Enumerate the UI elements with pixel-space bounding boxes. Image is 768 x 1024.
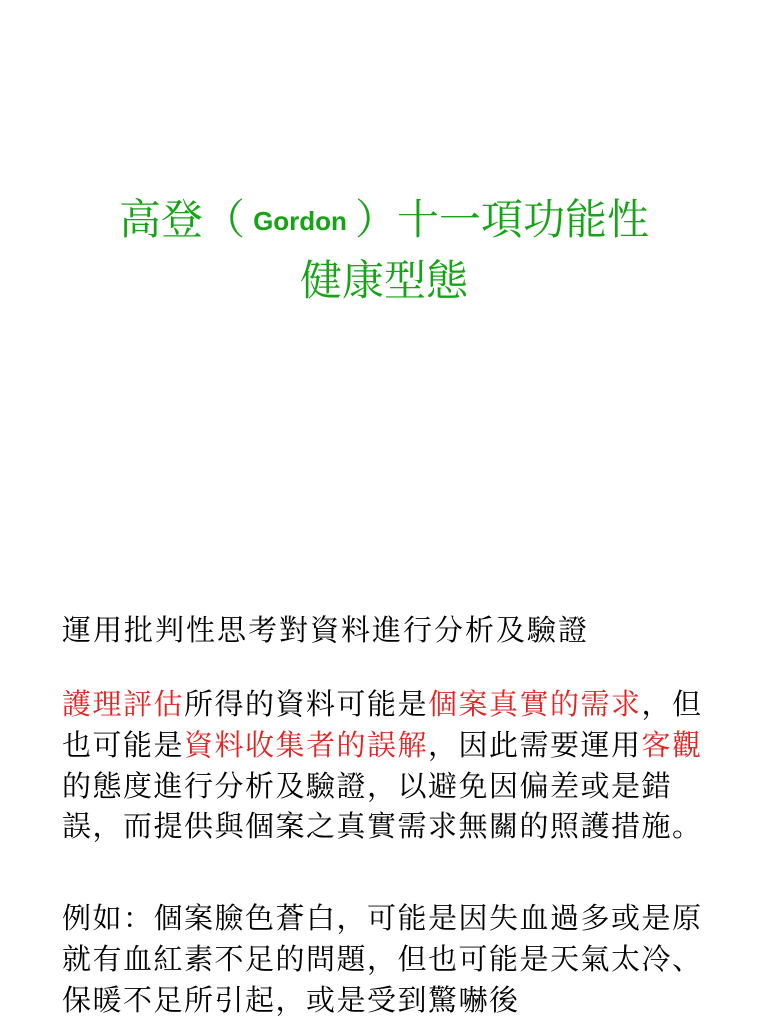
assessment-paragraph [62,684,722,847]
paragraph-text: ，但也可能是 [62,687,703,762]
highlight-nursing-assessment: 護理評估 [62,687,185,721]
highlight-objective: 客觀 [641,727,703,762]
title-text-before: 高登（ [119,195,246,244]
title-text-after: ）十一項功能性 [354,195,649,244]
paragraph-text: 的態度進行分析及驗證，以避免因偏差或是錯誤，而提供與個案之真實需求無關的照護措施。 [62,768,703,844]
highlight-misunderstanding: 資料收集者的誤解 [184,727,429,762]
slide-title [0,190,768,311]
subheading: 運用批判性思考對資料進行分析及驗證 [62,613,590,647]
example-paragraph: 例如：個案臉色蒼白，可能是因失血過多或是原就有血紅素不足的問題，但也可能是天氣太冷、保暖不足所引起，或是受到驚嚇後 [62,901,703,1017]
highlight-true-needs: 個案真實的需求 [428,687,642,721]
paragraph-text: ，因此需要運用 [428,727,642,762]
title-line-1 [0,190,768,251]
title-latin-name: Gordon [253,206,347,236]
title-line-2: 健康型態 [299,256,468,305]
paragraph-text: 所得的資料可能是 [184,687,429,721]
